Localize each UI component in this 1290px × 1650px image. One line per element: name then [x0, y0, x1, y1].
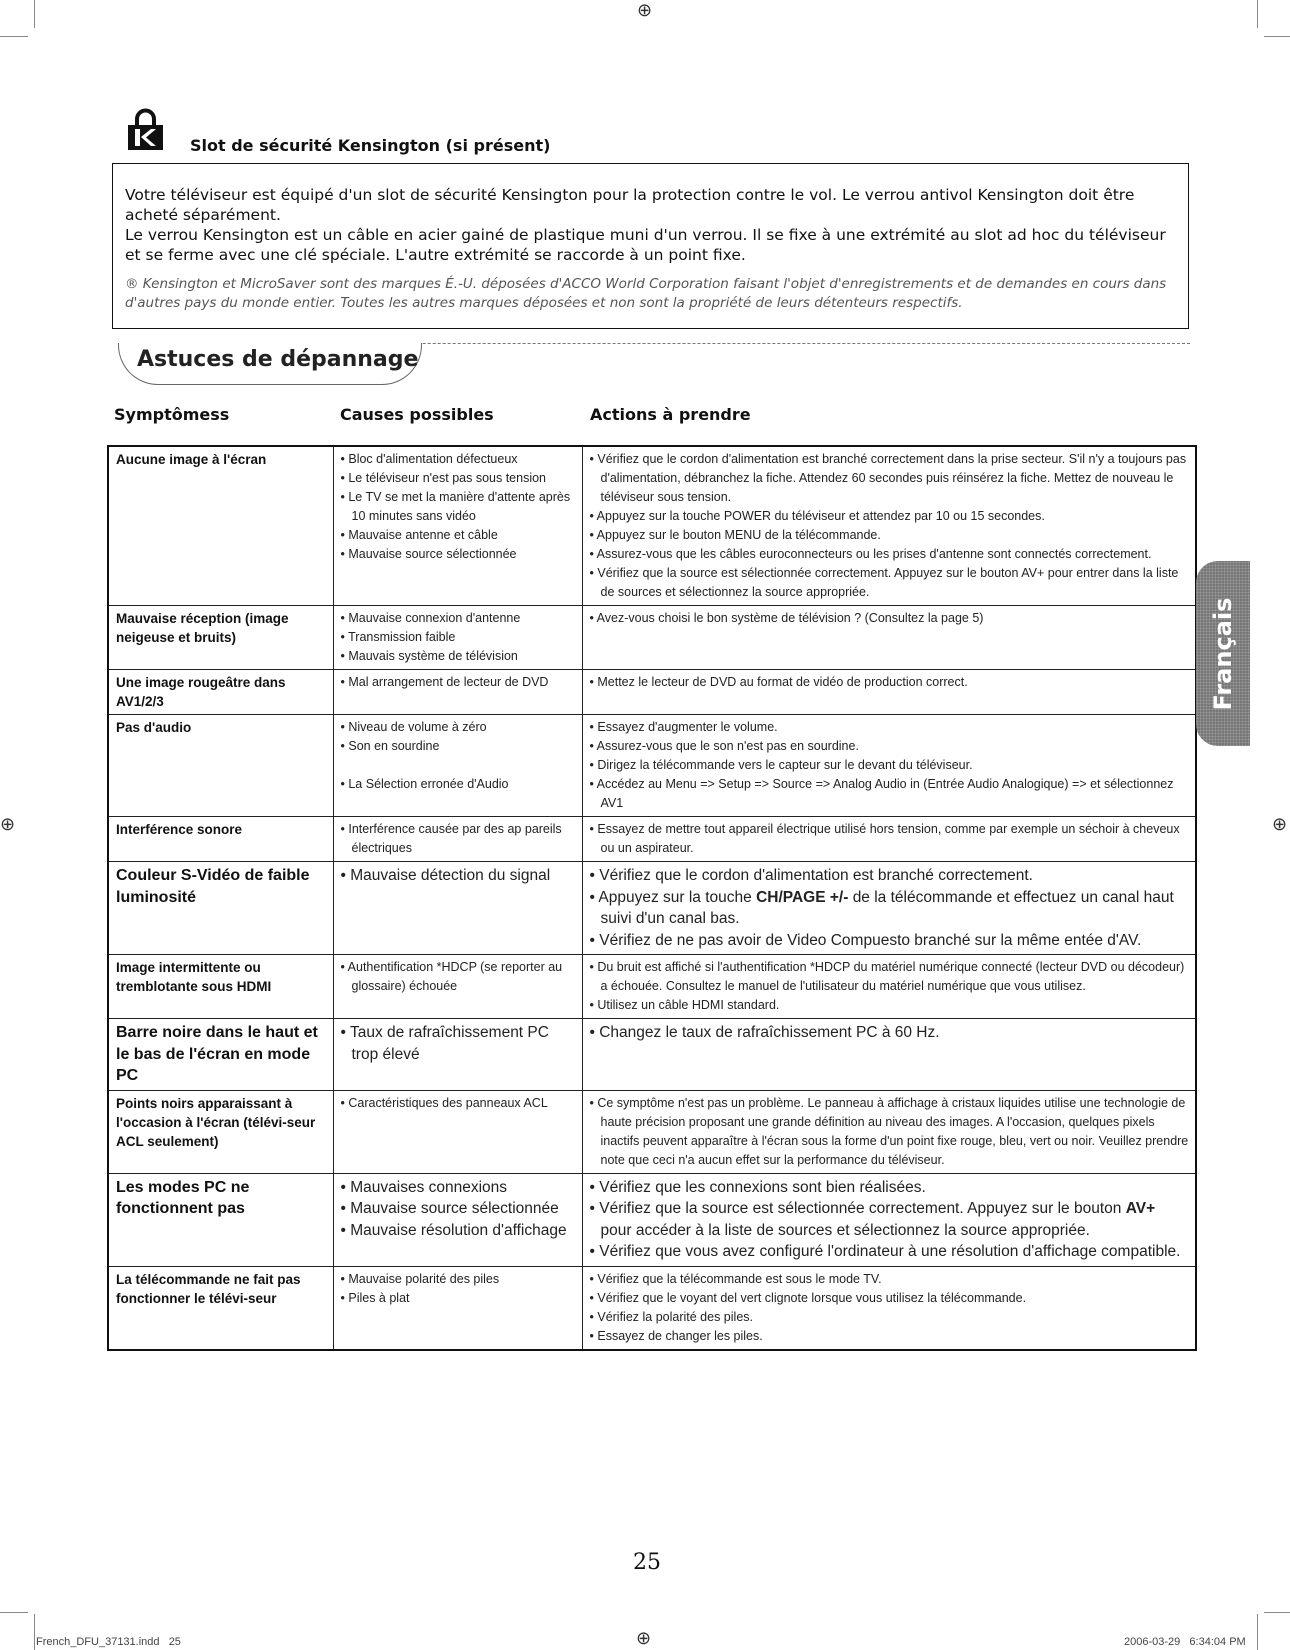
- action-item: • Essayez d'augmenter le volume.: [590, 718, 1190, 737]
- causes-cell: [333, 1090, 582, 1173]
- table-row: [108, 1019, 1196, 1091]
- cause-item: • Mauvaise source sélectionnée: [341, 545, 576, 564]
- footer-timestamp: 2006-03-29 6:34:04 PM: [1124, 1636, 1246, 1648]
- action-item: • Vérifiez que le cordon d'alimentation est branché correctement.: [590, 865, 1190, 887]
- action-item: [590, 887, 1190, 930]
- action-item: [590, 1198, 1190, 1241]
- cause-item: • Piles à plat: [341, 1289, 576, 1308]
- action-item: • Vérifiez de ne pas avoir de Video Compuesto branché sur la même entée d'AV.: [590, 930, 1190, 952]
- cause-item: • Authentification *HDCP (se reporter au glossaire) échouée: [341, 958, 576, 996]
- actions-cell: [582, 817, 1196, 862]
- table-row: [108, 862, 1196, 955]
- action-item: • Vérifiez que les connexions sont bien réalisées.: [590, 1177, 1190, 1199]
- causes-cell: [333, 955, 582, 1019]
- crop-mark: [0, 36, 28, 37]
- cause-item: • Le TV se met la manière d'attente après 10 minutes sans vidéo: [341, 488, 576, 526]
- action-item: • Appuyez sur le bouton MENU de la télécommande.: [590, 526, 1190, 545]
- cause-item: • Mauvaise antenne et câble: [341, 526, 576, 545]
- crop-mark: [34, 0, 35, 28]
- crop-mark: [1257, 0, 1258, 28]
- cause-item: • Transmission faible: [341, 628, 576, 647]
- causes-cell: [333, 817, 582, 862]
- cause-item: • Interférence causée par des ap pareils électriques: [341, 820, 576, 858]
- cause-item: • Son en sourdine: [341, 737, 576, 756]
- table-row: [108, 1173, 1196, 1266]
- actions-cell: [582, 1266, 1196, 1350]
- symptom-cell: Une image rougeâtre dans AV1/2/3: [108, 670, 333, 715]
- action-item: • Vérifiez que le voyant del vert clignote lorsque vous utilisez la télécommande.: [590, 1289, 1190, 1308]
- causes-cell: [333, 715, 582, 817]
- causes-cell: [333, 1266, 582, 1350]
- actions-cell: [582, 606, 1196, 670]
- cause-item: • Mauvaise source sélectionnée: [341, 1198, 576, 1220]
- action-text: Appuyez sur la touche: [598, 888, 752, 906]
- action-text: de la télécommande et effectuez un canal haut suivi d'un canal bas.: [600, 888, 1174, 927]
- symptom-cell: Mauvaise réception (image neigeuse et bruits): [108, 606, 333, 670]
- registration-mark-icon: ⊕: [636, 1628, 652, 1649]
- causes-cell: [333, 670, 582, 715]
- action-text: Vérifiez que la source est sélectionnée correctement. Appuyez sur le bouton: [599, 1200, 1122, 1217]
- cause-item: • La Sélection erronée d'Audio: [341, 775, 576, 794]
- table-row: [108, 715, 1196, 817]
- symptom-cell: Les modes PC ne fonctionnent pas: [108, 1173, 333, 1266]
- registration-mark-icon: ⊕: [1272, 814, 1288, 835]
- crop-mark: [34, 1614, 35, 1650]
- action-item: • Vérifiez que la télécommande est sous le mode TV.: [590, 1270, 1190, 1289]
- action-item: • Vérifiez que vous avez configuré l'ordinateur à une résolution d'affichage compatible.: [590, 1241, 1190, 1263]
- action-item: • Appuyez sur la touche POWER du téléviseur et attendez par 10 ou 15 secondes.: [590, 507, 1190, 526]
- action-item: • Accédez au Menu => Setup => Source => Analog Audio in (Entrée Audio Analogique) => et sélectionnez AV1: [590, 775, 1190, 813]
- symptom-cell: Interférence sonore: [108, 817, 333, 862]
- cause-item: • Caractéristiques des panneaux ACL: [341, 1094, 576, 1113]
- symptom-cell: Barre noire dans le haut et le bas de l'écran en mode PC: [108, 1019, 333, 1091]
- cause-item: • Mauvaise connexion d'antenne: [341, 609, 576, 628]
- column-header-symptoms: Symptômess: [114, 405, 230, 424]
- action-item: • Assurez-vous que les câbles euroconnecteurs ou les prises d'antenne sont connectés correctement.: [590, 545, 1190, 564]
- action-item: • Ce symptôme n'est pas un problème. Le panneau à affichage à cristaux liquides utilise une technologie de haute précision proposant une grande définition au niveau des images. A l'occasion, quelques pixels inactifs peuvent apparaître à l'écran sous la forme d'un point fixe rouge, bleu, vert ou noir. Veuillez prendre note que ceci n'a aucun effet sur la performance du téléviseur.: [590, 1094, 1190, 1170]
- causes-cell: [333, 446, 582, 606]
- kensington-title: Slot de sécurité Kensington (si présent): [190, 136, 551, 155]
- action-item: • Vérifiez la polarité des piles.: [590, 1308, 1190, 1327]
- kensington-paragraph-2: Le verrou Kensington est un câble en acier gainé de plastique muni d'un verrou. Il se fixe à une extrémité au slot ad hoc du téléviseur et se ferme avec une clé spéciale. L'autre extrémité se raccorde à un point fixe.: [125, 226, 1166, 264]
- column-header-causes: Causes possibles: [340, 405, 494, 424]
- kensington-paragraph-1: Votre téléviseur est équipé d'un slot de sécurité Kensington pour la protection contre le vol. Le verrou antivol Kensington doit être acheté séparément.: [125, 186, 1135, 224]
- actions-cell: [582, 1019, 1196, 1091]
- table-row: [108, 606, 1196, 670]
- cause-item: • Bloc d'alimentation défectueux: [341, 450, 576, 469]
- actions-cell: [582, 1173, 1196, 1266]
- symptom-cell: Pas d'audio: [108, 715, 333, 817]
- page-number: 25: [633, 1550, 661, 1575]
- cause-item: • Mauvaise résolution d'affichage: [341, 1220, 576, 1242]
- av-plus-key-label: AV+: [1125, 1200, 1156, 1217]
- symptom-cell: Aucune image à l'écran: [108, 446, 333, 606]
- crop-mark: [1257, 1614, 1258, 1650]
- action-item: • Essayez de mettre tout appareil électrique utilisé hors tension, comme par exemple un séchoir à cheveux ou un aspirateur.: [590, 820, 1190, 858]
- cause-item: • Mauvaise détection du signal: [341, 865, 576, 887]
- kensington-trademark-note: ® Kensington et MicroSaver sont des marques É.-U. déposées d'ACCO World Corporation faisant l'objet d'enregistrements et de demandes en cours dans d'autres pays du monde entier. Toutes les autres marques déposées et non sont la propriété de leurs détenteurs respectifs.: [125, 276, 1167, 311]
- symptom-cell: Image intermittente ou tremblotante sous HDMI: [108, 955, 333, 1019]
- table-row: [108, 817, 1196, 862]
- cause-item: • Mauvaise polarité des piles: [341, 1270, 576, 1289]
- crop-mark: [0, 1612, 28, 1613]
- column-header-actions: Actions à prendre: [590, 405, 751, 424]
- crop-mark: [1264, 1612, 1290, 1613]
- troubleshooting-table: [107, 445, 1197, 1351]
- table-row: [108, 670, 1196, 715]
- ch-page-key-label: CH/PAGE +/-: [756, 888, 849, 906]
- action-item: • Dirigez la télécommande vers le capteur sur le devant du téléviseur.: [590, 756, 1190, 775]
- table-row: [108, 1090, 1196, 1173]
- action-item: • Vérifiez que la source est sélectionnée correctement. Appuyez sur le bouton AV+ pour entrer dans la liste de sources et sélectionnez la source appropriée.: [590, 564, 1190, 602]
- cause-item: • Mauvais système de télévision: [341, 647, 576, 666]
- symptom-cell: Couleur S-Vidéo de faible luminosité: [108, 862, 333, 955]
- causes-cell: [333, 1173, 582, 1266]
- cause-item: • Taux de rafraîchissement PC trop élevé: [341, 1022, 576, 1065]
- kensington-info-box: [112, 163, 1189, 329]
- causes-cell: [333, 606, 582, 670]
- action-item: • Du bruit est affiché si l'authentification *HDCP du matériel numérique connecté (lecteur DVD ou décodeur) a échouée. Consultez le manuel de l'utilisateur du matériel numérique que vous utilisez.: [590, 958, 1190, 996]
- kensington-lock-icon: [127, 108, 164, 150]
- symptom-cell: La télécommande ne fait pas fonctionner le télévi-seur: [108, 1266, 333, 1350]
- action-item: • Mettez le lecteur de DVD au format de vidéo de production correct.: [590, 673, 1190, 692]
- action-item: • Changez le taux de rafraîchissement PC à 60 Hz.: [590, 1022, 1190, 1044]
- actions-cell: [582, 715, 1196, 817]
- action-item: • Essayez de changer les piles.: [590, 1327, 1190, 1346]
- actions-cell: [582, 955, 1196, 1019]
- crop-mark: [1264, 36, 1290, 37]
- actions-cell: [582, 1090, 1196, 1173]
- causes-cell: [333, 1019, 582, 1091]
- action-text: pour accéder à la liste de sources et sélectionnez la source appropriée.: [600, 1221, 1090, 1239]
- action-item: • Utilisez un câble HDMI standard.: [590, 996, 1190, 1015]
- actions-cell: [582, 670, 1196, 715]
- action-item: • Avez-vous choisi le bon système de télévision ? (Consultez la page 5): [590, 609, 1190, 628]
- table-row: [108, 446, 1196, 606]
- footer-file-name: French_DFU_37131.indd 25: [36, 1636, 181, 1648]
- symptom-cell: Points noirs apparaissant à l'occasion à l'écran (télévi-seur ACL seulement): [108, 1090, 333, 1173]
- actions-cell: [582, 862, 1196, 955]
- action-item: • Assurez-vous que le son n'est pas en sourdine.: [590, 737, 1190, 756]
- actions-cell: [582, 446, 1196, 606]
- cause-item: • Mal arrangement de lecteur de DVD: [341, 673, 576, 692]
- registration-mark-icon: ⊕: [637, 0, 653, 21]
- section-title: Astuces de dépannage: [118, 343, 422, 385]
- table-row: [108, 1266, 1196, 1350]
- language-tab-label: Français: [1209, 597, 1237, 710]
- language-tab: [1196, 561, 1250, 746]
- cause-item: • Mauvaises connexions: [341, 1177, 576, 1199]
- registration-mark-icon: ⊕: [0, 814, 16, 835]
- cause-item: • Niveau de volume à zéro: [341, 718, 576, 737]
- table-row: [108, 955, 1196, 1019]
- causes-cell: [333, 862, 582, 955]
- action-item: • Vérifiez que le cordon d'alimentation est branché correctement dans la prise secteur. S'il n'y a toujours pas d'alimentation, débranchez la fiche. Attendez 60 secondes puis réinsérez la fiche. Mettez de nouveau le téléviseur sous tension.: [590, 450, 1190, 507]
- cause-item: • Le téléviseur n'est pas sous tension: [341, 469, 576, 488]
